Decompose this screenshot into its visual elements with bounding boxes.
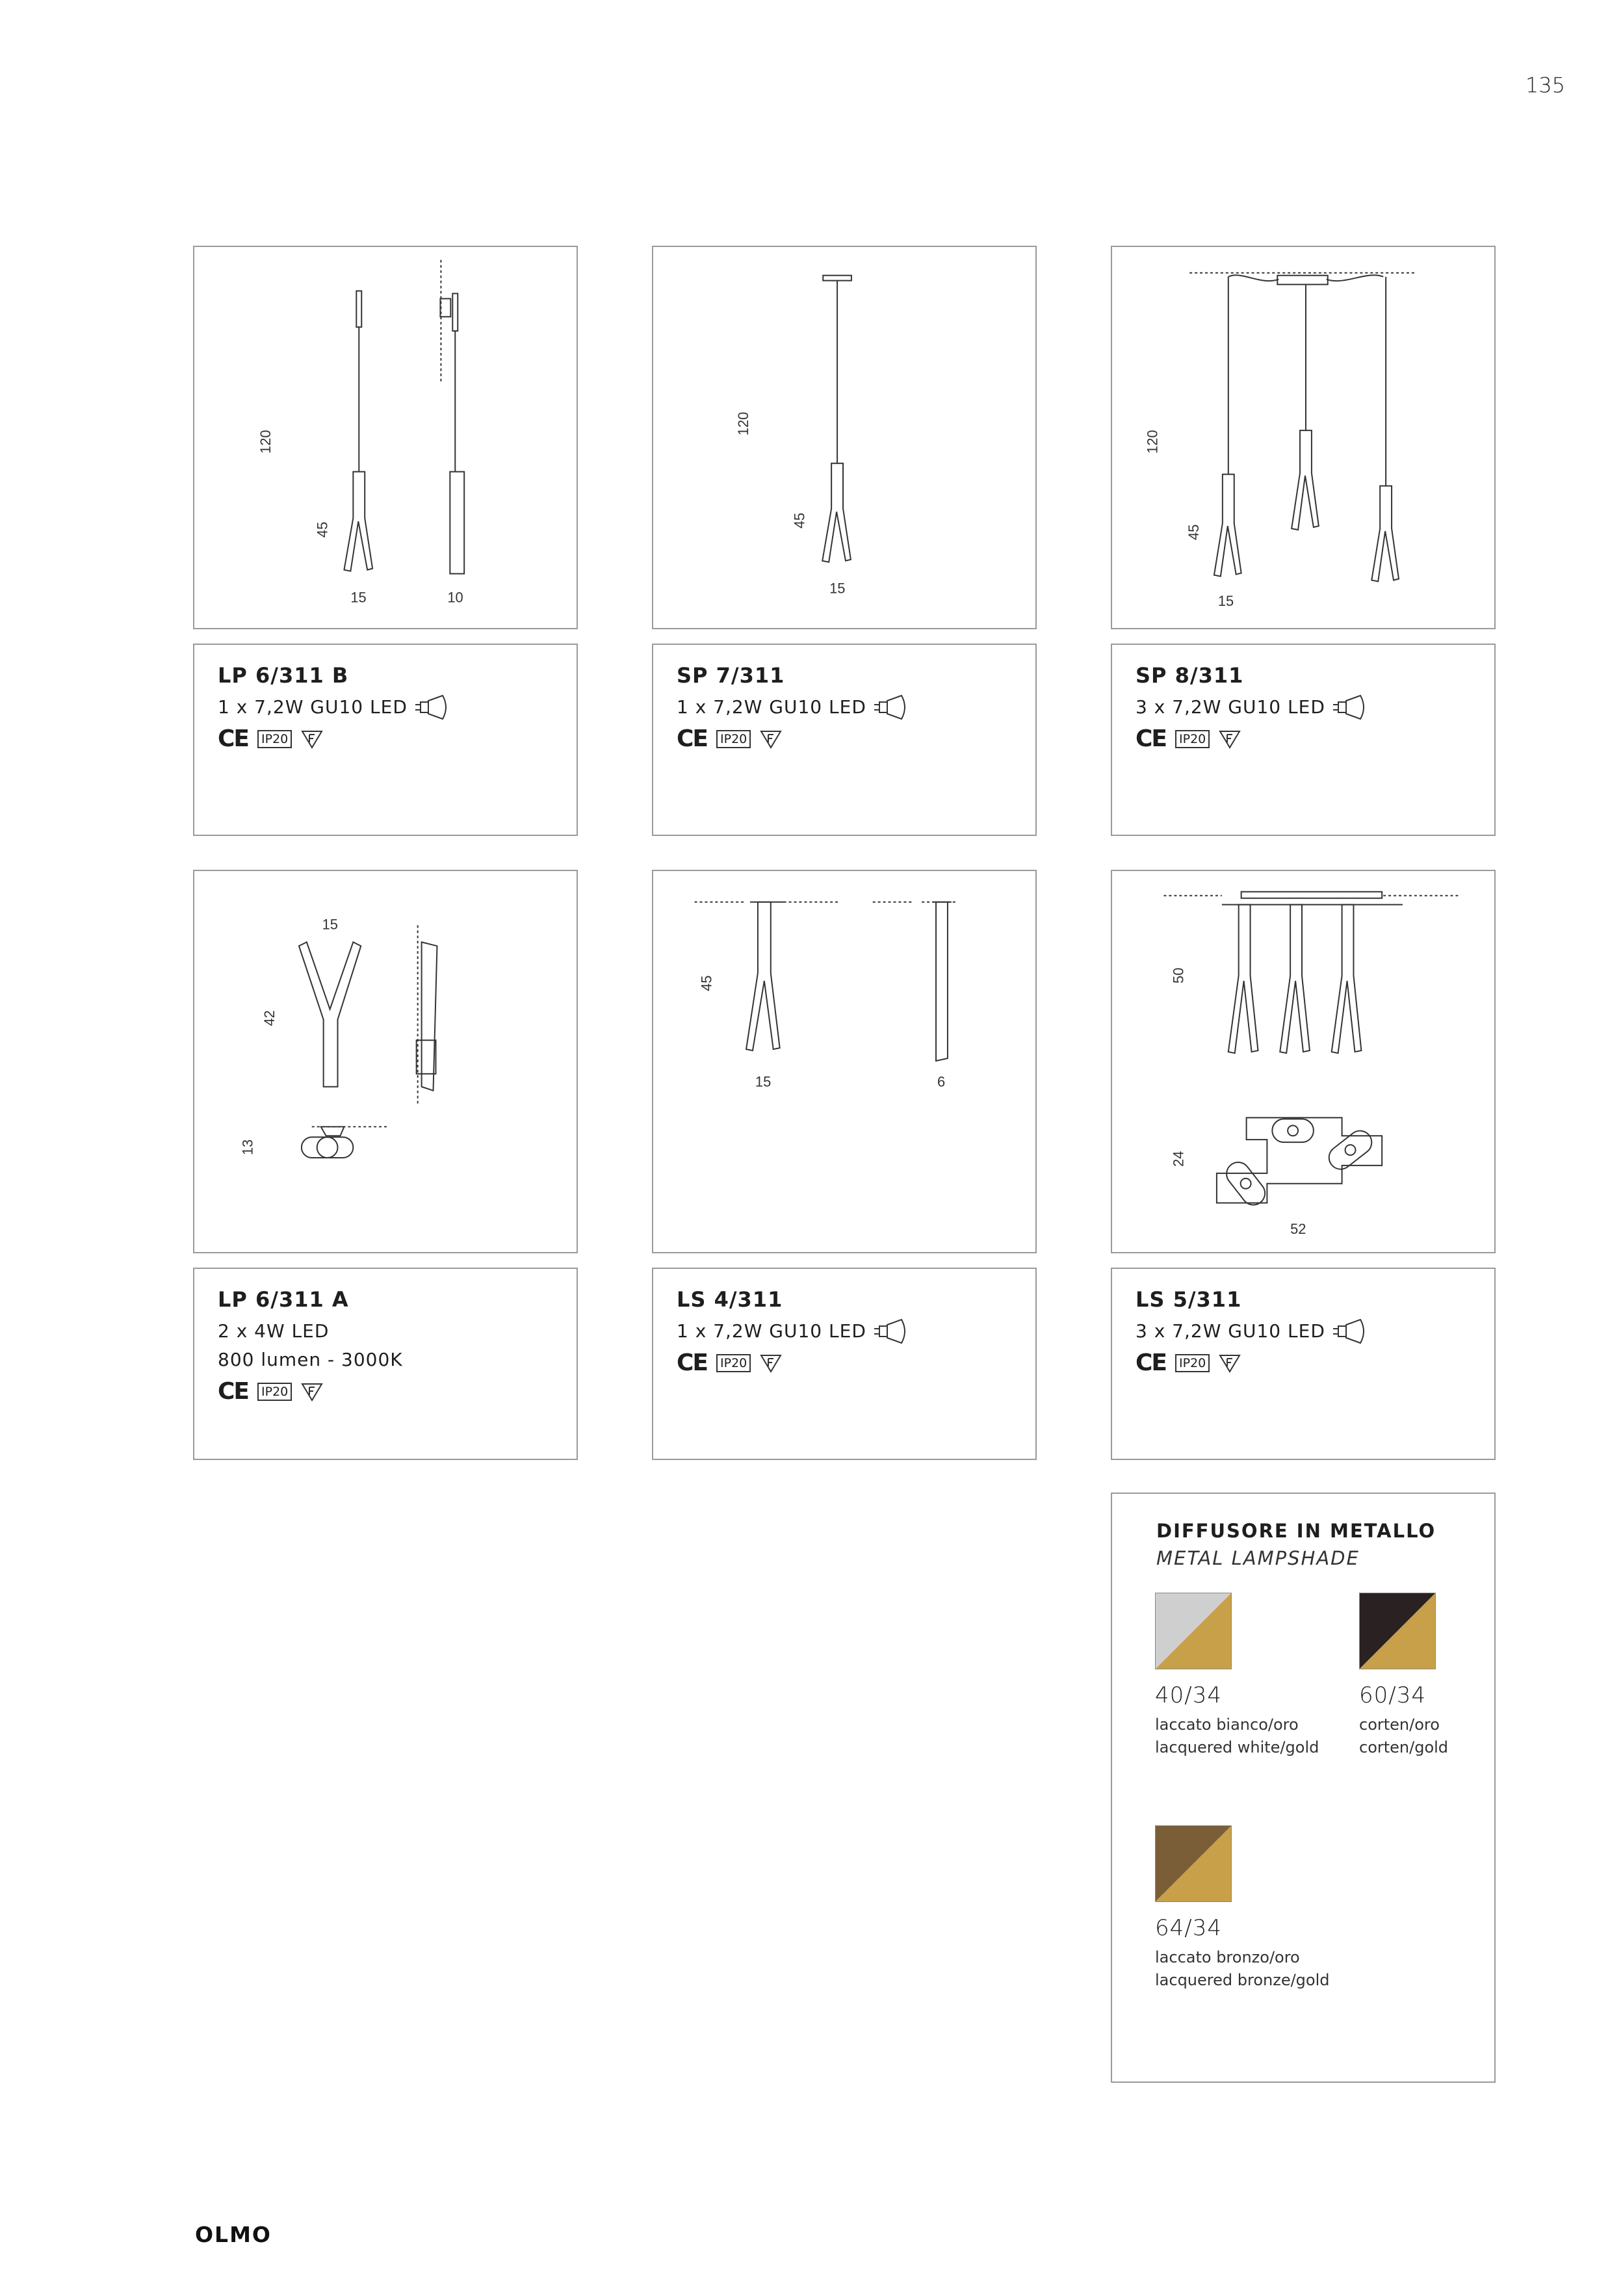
- product-spec: 2 x 4W LED: [218, 1320, 330, 1342]
- product-spec: 3 x 7,2W GU10 LED: [1136, 1317, 1471, 1346]
- f-triangle-icon: [760, 1353, 782, 1373]
- product-card-sp-8-311: [1111, 644, 1496, 836]
- certifications: [1136, 725, 1471, 752]
- ce-mark: CE: [1136, 725, 1167, 752]
- gu10-bulb-icon: [1332, 693, 1372, 722]
- dim-depth: 10: [447, 589, 463, 606]
- dim-width: 52: [1290, 1221, 1306, 1238]
- dim-height-body: 45: [1186, 524, 1202, 540]
- product-card-lp-6-311-b: [193, 644, 578, 836]
- f-triangle-icon: [760, 729, 782, 749]
- product-code: LP 6/311 A: [218, 1287, 349, 1312]
- drawing-sp-7-311: [652, 246, 1037, 629]
- ip-rating: IP20: [257, 730, 292, 748]
- finishes-title: DIFFUSORE IN METALLO: [1156, 1520, 1436, 1542]
- gu10-bulb-icon: [873, 693, 913, 722]
- dim-width: 15: [755, 1073, 772, 1090]
- gu10-bulb-icon: [414, 693, 454, 722]
- product-code: LP 6/311 B: [218, 663, 349, 688]
- dim-width: 15: [322, 916, 338, 933]
- product-card-sp-7-311: [652, 644, 1037, 836]
- ip-rating: IP20: [716, 730, 751, 748]
- finish-label-it: laccato bronzo/oro: [1155, 1948, 1300, 1966]
- swatch-bronze-gold: [1155, 1825, 1232, 1902]
- finish-label-it: corten/oro: [1359, 1715, 1440, 1734]
- lamp-diagram: [653, 871, 1035, 1252]
- ce-mark: CE: [677, 1350, 708, 1376]
- dim-height: 45: [698, 975, 715, 991]
- dim-depth: 24: [1170, 1151, 1187, 1167]
- product-code: LS 5/311: [1136, 1287, 1242, 1312]
- product-spec: 1 x 7,2W GU10 LED: [218, 693, 553, 722]
- dim-height-total: 120: [735, 411, 752, 436]
- product-card-ls-5-311: [1111, 1268, 1496, 1460]
- certifications: [1136, 1350, 1471, 1376]
- finish-code: 40/34: [1155, 1682, 1222, 1708]
- dim-width: 15: [829, 580, 846, 597]
- gu10-bulb-icon: [873, 1317, 913, 1346]
- finish-label-en: lacquered white/gold: [1155, 1738, 1319, 1756]
- ce-mark: CE: [1136, 1350, 1167, 1376]
- product-spec-lumen: 800 lumen - 3000K: [218, 1349, 403, 1370]
- dim-height-body: 45: [314, 521, 331, 538]
- f-triangle-icon: [1219, 1353, 1241, 1373]
- lamp-diagram: [194, 247, 577, 628]
- product-code: SP 7/311: [677, 663, 785, 688]
- swatch-corten-gold: [1359, 1593, 1436, 1669]
- dim-width: 15: [1217, 593, 1234, 610]
- finishes-subtitle: METAL LAMPSHADE: [1156, 1547, 1360, 1569]
- finish-label-en: lacquered bronze/gold: [1155, 1971, 1330, 1989]
- dim-height-total: 120: [1144, 430, 1161, 454]
- dim-height: 50: [1170, 967, 1187, 984]
- certifications: [677, 1350, 1012, 1376]
- f-triangle-icon: [301, 1382, 323, 1402]
- drawing-lp-6-311-b: [193, 246, 578, 629]
- f-triangle-icon: [301, 729, 323, 749]
- dim-height-body: 45: [791, 512, 808, 529]
- ce-mark: CE: [218, 725, 249, 752]
- certifications: [218, 1378, 553, 1405]
- drawing-sp-8-311: [1111, 246, 1496, 629]
- ip-rating: IP20: [1175, 730, 1210, 748]
- drawing-ls-5-311: [1111, 870, 1496, 1253]
- product-code: SP 8/311: [1136, 663, 1244, 688]
- lamp-diagram: [1112, 871, 1494, 1252]
- dim-depth: 6: [937, 1073, 946, 1090]
- product-spec: 1 x 7,2W GU10 LED: [677, 693, 1012, 722]
- finish-label-it: laccato bianco/oro: [1155, 1715, 1299, 1734]
- product-card-ls-4-311: [652, 1268, 1037, 1460]
- lamp-diagram: [1112, 247, 1494, 628]
- dim-height: 42: [261, 1010, 278, 1026]
- dim-width: 15: [350, 589, 367, 606]
- finishes-panel: [1111, 1493, 1496, 2083]
- finish-label-en: corten/gold: [1359, 1738, 1449, 1756]
- drawing-ls-4-311: [652, 870, 1037, 1253]
- certifications: [677, 725, 1012, 752]
- product-spec: 1 x 7,2W GU10 LED: [677, 1317, 1012, 1346]
- product-spec: 3 x 7,2W GU10 LED: [1136, 693, 1471, 722]
- product-code: LS 4/311: [677, 1287, 783, 1312]
- page-number: 135: [1525, 73, 1565, 98]
- f-triangle-icon: [1219, 729, 1241, 749]
- ce-mark: CE: [218, 1378, 249, 1405]
- drawing-lp-6-311-a: [193, 870, 578, 1253]
- ip-rating: IP20: [257, 1383, 292, 1401]
- ip-rating: IP20: [1175, 1354, 1210, 1372]
- dim-height-total: 120: [257, 430, 274, 454]
- finish-code: 60/34: [1359, 1682, 1426, 1708]
- swatch-white-gold: [1155, 1593, 1232, 1669]
- certifications: [218, 725, 553, 752]
- ip-rating: IP20: [716, 1354, 751, 1372]
- brand-name: OLMO: [195, 2222, 272, 2247]
- gu10-bulb-icon: [1332, 1317, 1372, 1346]
- ce-mark: CE: [677, 725, 708, 752]
- product-card-lp-6-311-a: [193, 1268, 578, 1460]
- dim-depth: 13: [239, 1139, 256, 1156]
- lamp-diagram: [653, 247, 1035, 628]
- lamp-diagram: [194, 871, 577, 1252]
- finish-code: 64/34: [1155, 1915, 1222, 1941]
